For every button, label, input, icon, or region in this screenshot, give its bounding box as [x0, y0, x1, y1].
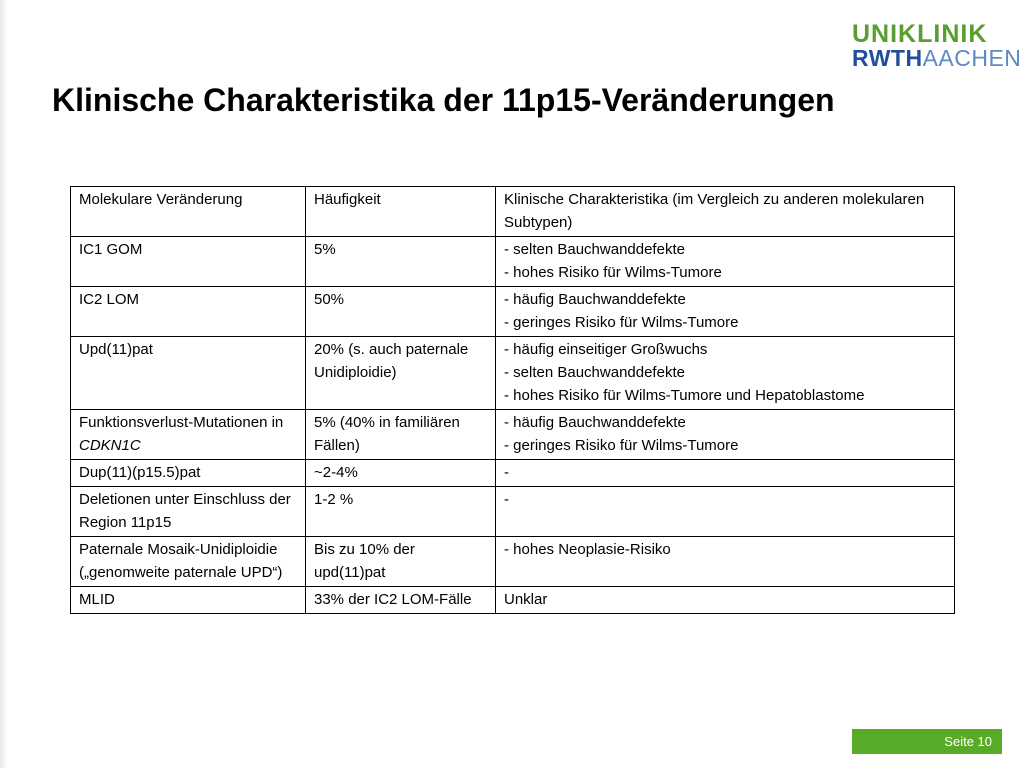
cell-clinical [496, 460, 955, 487]
header-clinical-characteristics: Klinische Charakteristika (im Vergleich zu anderen molekularen Subtypen) [496, 187, 955, 237]
change-text: Funktionsverlust-Mutationen in [79, 414, 284, 431]
cell-frequency: 5% [306, 237, 496, 287]
logo-uniklinik-text: UNIKLINIK [852, 20, 988, 48]
clinical-line: - geringes Risiko für Wilms-Tumore [504, 437, 739, 454]
logo-rwth-aachen-text [852, 45, 1022, 71]
clinical-line: - [504, 464, 509, 481]
slide-edge-shadow [0, 0, 8, 768]
clinical-line: - häufig einseitiger Großwuchs [504, 341, 708, 358]
cell-clinical [496, 487, 955, 537]
cell-frequency: 1-2 % [306, 487, 496, 537]
cell-molecular-change: Dup(11)(p15.5)pat [71, 460, 306, 487]
clinical-line: - selten Bauchwanddefekte [504, 364, 685, 381]
gene-name: CDKN1C [79, 437, 141, 454]
clinical-line: - selten Bauchwanddefekte [504, 241, 685, 258]
table-row [71, 587, 955, 614]
cell-clinical [496, 237, 955, 287]
cell-frequency: 50% [306, 287, 496, 337]
cell-molecular-change: IC2 LOM [71, 287, 306, 337]
logo-rwth: RWTH [852, 45, 923, 71]
characteristics-table [70, 186, 955, 614]
table-row [71, 410, 955, 460]
table-header-row [71, 187, 955, 237]
clinical-line: - [504, 491, 509, 508]
cell-clinical [496, 337, 955, 410]
cell-frequency: 20% (s. auch paternale Unidiploidie) [306, 337, 496, 410]
cell-molecular-change: Deletionen unter Einschluss der Region 11p15 [71, 487, 306, 537]
table-row [71, 460, 955, 487]
cell-molecular-change [71, 410, 306, 460]
cell-clinical [496, 287, 955, 337]
clinical-line: - geringes Risiko für Wilms-Tumore [504, 314, 739, 331]
cell-frequency: 5% (40% in familiären Fällen) [306, 410, 496, 460]
cell-molecular-change: IC1 GOM [71, 237, 306, 287]
cell-clinical [496, 587, 955, 614]
header-molecular-change: Molekulare Veränderung [71, 187, 306, 237]
table-row [71, 487, 955, 537]
header-frequency: Häufigkeit [306, 187, 496, 237]
cell-frequency: 33% der IC2 LOM-Fälle [306, 587, 496, 614]
cell-frequency: ~2-4% [306, 460, 496, 487]
page-number-badge: Seite 10 [852, 729, 1002, 754]
table-row [71, 337, 955, 410]
clinical-line: - häufig Bauchwanddefekte [504, 291, 686, 308]
clinical-line: - hohes Risiko für Wilms-Tumore und Hepatoblastome [504, 387, 865, 404]
clinical-line: Unklar [504, 591, 548, 608]
clinical-line: - hohes Risiko für Wilms-Tumore [504, 264, 722, 281]
cell-molecular-change: Upd(11)pat [71, 337, 306, 410]
table-row [71, 237, 955, 287]
logo-aachen: AACHEN [922, 45, 1022, 71]
uniklinik-rwth-aachen-logo [852, 20, 1022, 71]
clinical-line: - hohes Neoplasie-Risiko [504, 541, 671, 558]
slide-title: Klinische Charakteristika der 11p15-Veränderungen [52, 82, 835, 118]
cell-molecular-change: Paternale Mosaik-Unidiploidie („genomweite paternale UPD“) [71, 537, 306, 587]
cell-clinical [496, 410, 955, 460]
cell-molecular-change: MLID [71, 587, 306, 614]
table-row [71, 287, 955, 337]
clinical-line: - häufig Bauchwanddefekte [504, 414, 686, 431]
table-row [71, 537, 955, 587]
cell-clinical [496, 537, 955, 587]
cell-frequency: Bis zu 10% der upd(11)pat [306, 537, 496, 587]
